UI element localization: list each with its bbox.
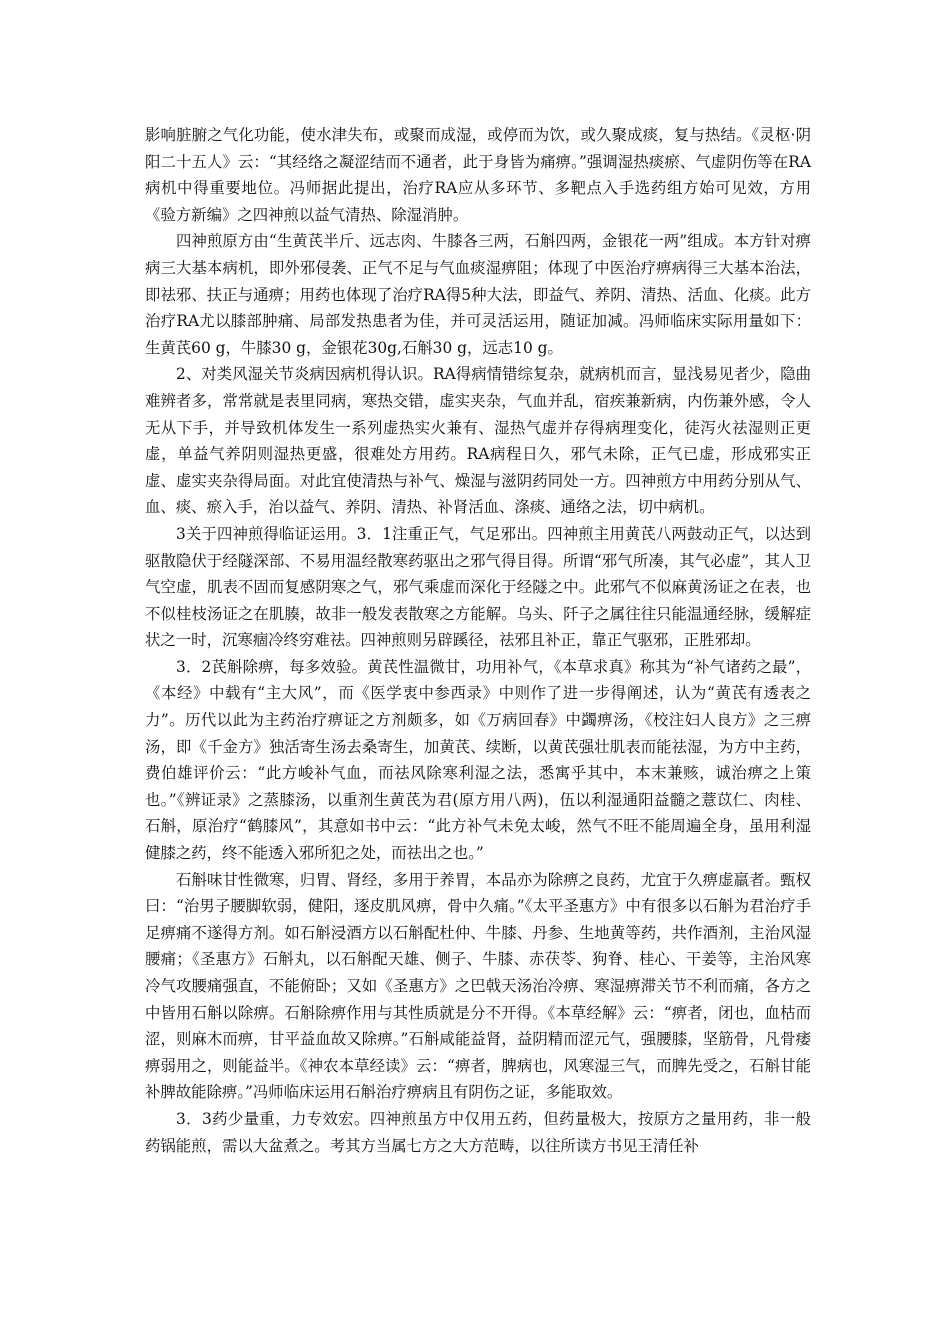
document-page (145, 122, 811, 1159)
paragraph-5: 3．2芪斛除痹，每多效验。黄芪性温微甘，功用补气，《本草求真》称其为“补气诸药之最”，《本经》中载有“主大风”，而《医学衷中参西录》中则作了进一步得阐述，认为“黄芪有透表之力”。历代以此为主药治疗痹证之方剂颇多，如《万病回春》中蠲痹汤，《校注妇人良方》之三痹汤，即《千金方》独活寄生汤去桑寄生，加黄芪、续断，以黄芪强壮肌表而能祛湿，为方中主药，费伯雄评价云：“此方峻补气血，而祛风除寒利湿之法，悉寓乎其中，本末兼赅，诚治痹之上策也。”《辨证录》之蒸膝汤，以重剂生黄芪为君(原方用八两)，伍以利湿通阳益髓之薏苡仁、肉桂、石斛，原治疗“鹤膝风”，其意如书中云：“此方补气未免太峻，然气不旺不能周遍全身，虽用利湿健膝之药，终不能透入邪所犯之处，而祛出之也。” (145, 657, 811, 863)
paragraph-6: 石斛味甘性微寒，归胃、肾经，多用于养胃，本品亦为除痹之良药，尤宜于久痹虚羸者。甄权曰：“治男子腰脚软弱，健阳，逐皮肌风痹，骨中久痛。”《太平圣惠方》中有很多以石斛为君治疗手足痹痛不遂得方剂。如石斛浸酒方以石斛配杜仲、牛膝、丹参、生地黄等药，共作酒剂，主治风湿腰痛；《圣惠方》石斛丸，以石斛配天雄、侧子、牛膝、赤茯苓、狗脊、桂心、干姜等，主治风寒冷气攻腰痛强直，不能俯卧；又如《圣惠方》之巴戟天汤治冷痹、寒湿痹滞关节不利而痛，各方之中皆用石斛以除痹。石斛除痹作用与其性质就是分不开得。《本草经解》云：“痹者，闭也，血枯而涩，则麻木而痹，甘平益血故又除痹。”石斛咸能益肾，益阴精而涩元气，强腰膝，坚筋骨，凡骨痿痹弱用之，则能益半。《神农本草经读》云：“痹者，脾病也，风寒湿三气，而脾先受之，石斛甘能补脾故能除痹。”冯师临床运用石斛治疗痹病且有阴伤之证，多能取效。 (145, 870, 811, 1102)
paragraph-7: 3．3药少量重，力专效宏。四神煎虽方中仅用五药，但药量极大，按原方之量用药，非一般药锅能煎，需以大盆煮之。考其方当属七方之大方范畴，以往所读方书见王清任补 (145, 1109, 811, 1155)
paragraph-2: 四神煎原方由“生黄芪半斤、远志肉、牛膝各三两，石斛四两，金银花一两”组成。本方针对痹病三大基本病机，即外邪侵袭、正气不足与气血痰湿痹阻；体现了中医治疗痹病得三大基本治法，即祛邪、扶正与通痹；用药也体现了治疗RA得5种大法，即益气、养阴、清热、活血、化痰。此方治疗RA尤以膝部肿痛、局部发热患者为佳，并可灵活运用，随证加减。冯师临床实际用量如下：生黄芪60 g，牛膝30 g，金银花30g,石斛30 g，远志10 g。 (145, 232, 811, 357)
paragraph-4: 3关于四神煎得临证运用。3．1注重正气，气足邪出。四神煎主用黄芪八两鼓动正气，以达到驱散隐伏于经隧深部、不易用温经散寒药驱出之邪气得目得。所谓“邪气所凑，其气必虚”，其人卫气空虚，肌表不固而复感阴寒之气，邪气乘虚而深化于经隧之中。此邪气不似麻黄汤证之在表，也不似桂枝汤证之在肌腠，故非一般发表散寒之方能解。乌头、阡子之属往往只能温通经脉，缓解症状之一时，沉寒痼冷终穷难祛。四神煎则另辟蹊径，祛邪且补正，靠正气驱邪，正胜邪却。 (145, 524, 811, 650)
paragraph-1: 影响脏腑之气化功能，使水津失布，或聚而成湿，或停而为饮，或久聚成痰，复与热结。《灵枢·阴阳二十五人》云：“其经络之凝涩结而不通者，此于身皆为痛痹。”强调湿热痰瘀、气虚阴伤等在RA病机中得重要地位。冯师据此提出，治疗RA应从多环节、多靶点入手选药组方始可见效，方用《验方新编》之四神煎以益气清热、除湿消肿。 (145, 126, 811, 224)
paragraph-3: 2、对类风湿关节炎病因病机得认识。RA得病情错综复杂，就病机而言，显浅易见者少，隐曲难辨者多，常常就是表里同病，寒热交错，虚实夹杂，气血并乱，宿疾兼新病，内伤兼外感，令人无从下手，并导致机体发生一系列虚热实火兼有、湿热气虚并存得病理变化，徒泻火祛湿则正更虚，单益气养阴则湿热更盛，很难处方用药。RA病程日久，邪气未除，正气已虚，形成邪实正虚、虚实夹杂得局面。对此宜使清热与补气、燥湿与滋阴药同处一方。四神煎方中用药分别从气、血、痰、瘀入手，治以益气、养阴、清热、补肾活血、涤痰、通络之法，切中病机。 (145, 365, 811, 517)
